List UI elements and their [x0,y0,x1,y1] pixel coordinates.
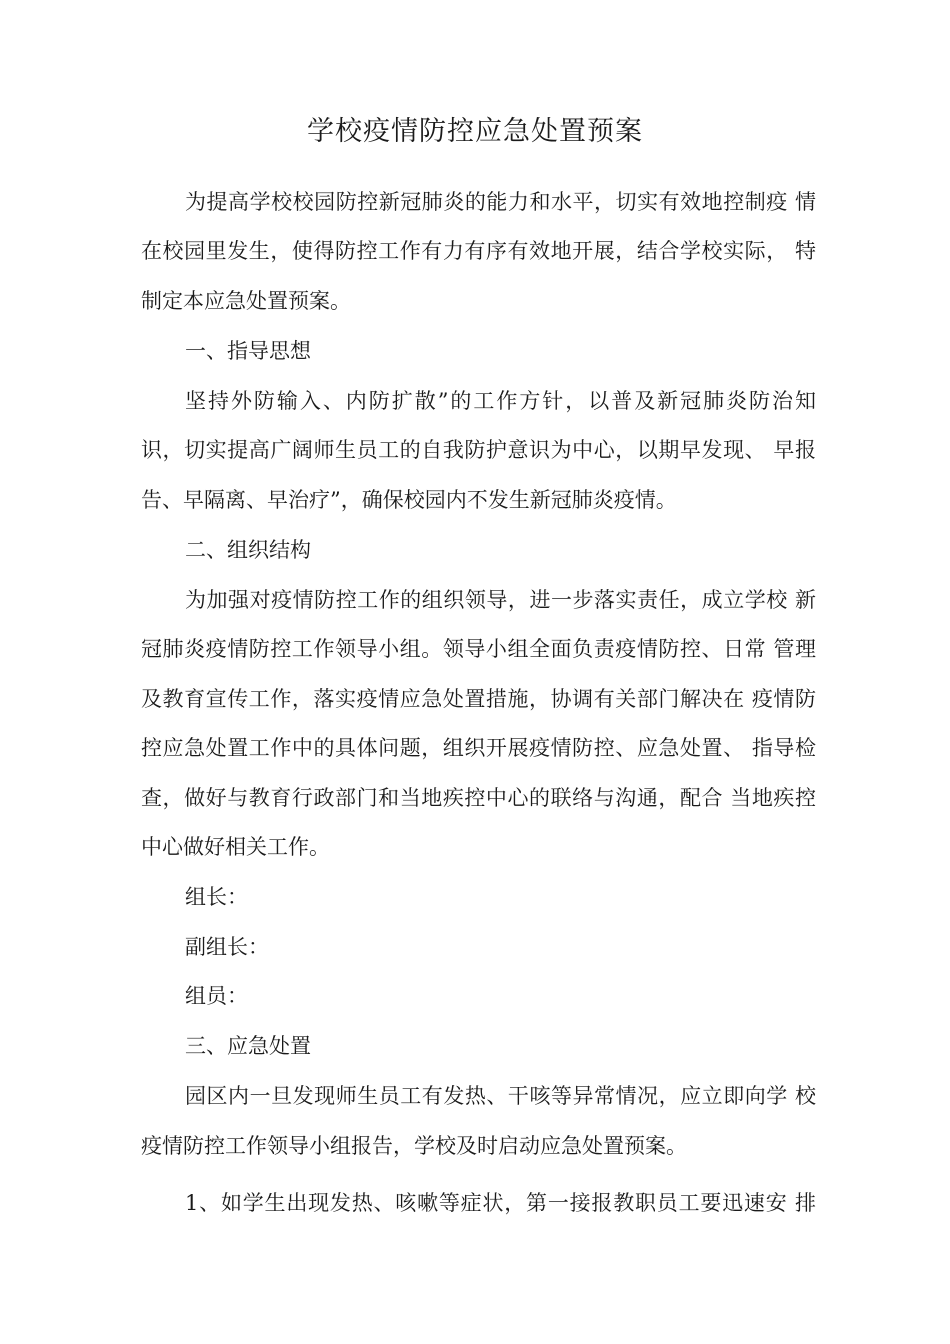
section2-line-3: 及教育宣传工作，落实疫情应急处置措施，协调有关部门解决在 疫情防 [141,687,816,711]
intro-line-1: 为提高学校校园防控新冠肺炎的能力和水平，切实有效地控制疫 情 [185,190,816,214]
section2-line-4: 控应急处置工作中的具体问题，组织开展疫情防控、应急处置、 指导检 [141,736,816,760]
document-title: 学校疫情防控应急处置预案 [307,116,643,147]
section3-line-2: 疫情防控工作领导小组报告，学校及时启动应急处置预案。 [141,1134,687,1158]
intro-line-3: 制定本应急处置预案。 [141,289,351,313]
section1-line-3: 告、早隔离、早治疗”，确保校园内不发生新冠肺炎疫情。 [141,488,677,512]
members-label: 组员： [185,984,248,1008]
section2-heading: 二、组织结构 [185,538,311,562]
section2-line-5: 查，做好与教育行政部门和当地疾控中心的联络与沟通，配合 当地疾控 [141,786,816,810]
intro-line-2: 在校园里发生，使得防控工作有力有序有效地开展，结合学校实际， 特 [141,239,816,263]
leader-label: 组长： [185,885,248,909]
section1-heading: 一、指导思想 [185,339,311,363]
section3-item-1: 1、如学生出现发热、咳嗽等症状，第一接报教职员工要迅速安 排 [185,1191,816,1215]
section3-line-1: 园区内一旦发现师生员工有发热、干咳等异常情况，应立即向学 校 [185,1084,816,1108]
section1-line-2: 识，切实提高广阔师生员工的自我防护意识为中心，以期早发现、 早报 [141,438,816,462]
section2-line-6: 中心做好相关工作。 [141,835,330,859]
section2-line-1: 为加强对疫情防控工作的组织领导，进一步落实责任，成立学校 新 [185,588,816,612]
section1-line-1: 坚持外防输入、内防扩散”的工作方针，以普及新冠肺炎防治知 [185,389,816,413]
section2-line-2: 冠肺炎疫情防控工作领导小组。领导小组全面负责疫情防控、日常 管理 [141,637,816,661]
section3-heading: 三、应急处置 [185,1034,311,1058]
deputy-leader-label: 副组长： [185,935,269,959]
